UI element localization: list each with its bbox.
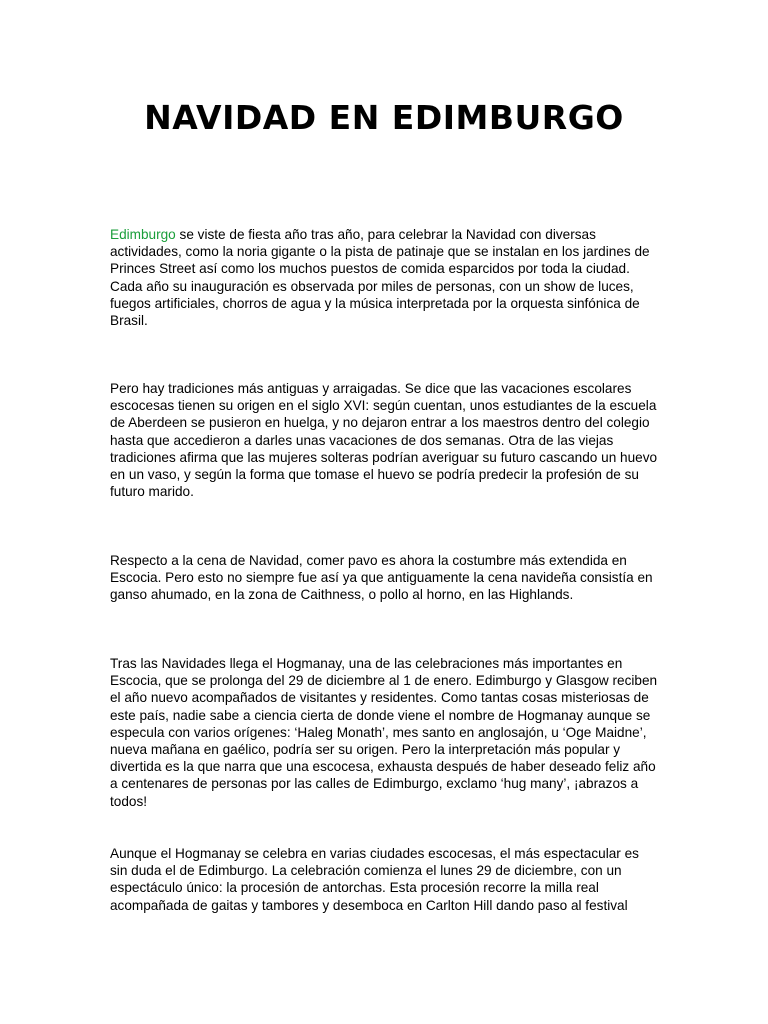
paragraph-4: Tras las Navidades llega el Hogmanay, una de las celebraciones más importantes en Escocia, que se prolonga del 29 de diciembre al 1 de enero. Edimburgo y Glasgow reciben el año nuevo acompañados de visitantes y residentes. Como tantas cosas misteriosas de este país, nadie sabe a ciencia cierta de donde viene el nombre de Hogmanay aunque se especula con varios orígenes: ‘Haleg Monath’, mes santo en anglosajón, u ‘Oge Maidne’, nueva mañana en gaélico, podría ser su origen. Pero la interpretación más popular y divertida es la que narra que una escocesa, exhausta después de haber deseado feliz año a centenares de personas por las calles de Edimburgo, exclamo ‘hug many’, ¡abrazos a todos! <box>110 656 658 809</box>
paragraph-5: Aunque el Hogmanay se celebra en varias ciudades escocesas, el más espectacular es sin duda el de Edimburgo. La celebración comienza el lunes 29 de diciembre, con un espectáculo único: la procesión de antorchas. Esta procesión recorre la milla real acompañada de gaitas y tambores y desemboca en Carlton Hill dando paso al festival <box>110 846 639 913</box>
edimburgo-link[interactable]: Edimburgo <box>110 227 176 242</box>
paragraph-1 <box>110 226 658 329</box>
document-title: NAVIDAD EN EDIMBURGO <box>144 98 624 137</box>
paragraph-1-text: se viste de fiesta año tras año, para celebrar la Navidad con diversas actividades, como la noria gigante o la pista de patinaje que se instalan en los jardines de Princes Street así como los muchos puestos de comida esparcidos por toda la ciudad. Cada año su inauguración es observada por miles de personas, con un show de luces, fuegos artificiales, chorros de agua y la música interpretada por la orquesta sinfónica de Brasil. <box>110 227 650 329</box>
paragraph-3: Respecto a la cena de Navidad, comer pavo es ahora la costumbre más extendida en Escocia. Pero esto no siempre fue así ya que antiguamente la cena navideña consistía en ganso ahumado, en la zona de Caithness, o pollo al horno, en las Highlands. <box>110 553 653 603</box>
paragraph-2: Pero hay tradiciones más antiguas y arraigadas. Se dice que las vacaciones escolares escocesas tienen su origen en el siglo XVI: según cuentan, unos estudiantes de la escuela de Aberdeen se pusieron en huelga, y no dejaron entrar a los maestros dentro del colegio hasta que accedieron a darles unas vacaciones de dos semanas. Otra de las viejas tradiciones afirma que las mujeres solteras podrían averiguar su futuro cascando un huevo en un vaso, y según la forma que tomase el huevo se podría predecir la profesión de su futuro marido. <box>110 381 658 500</box>
